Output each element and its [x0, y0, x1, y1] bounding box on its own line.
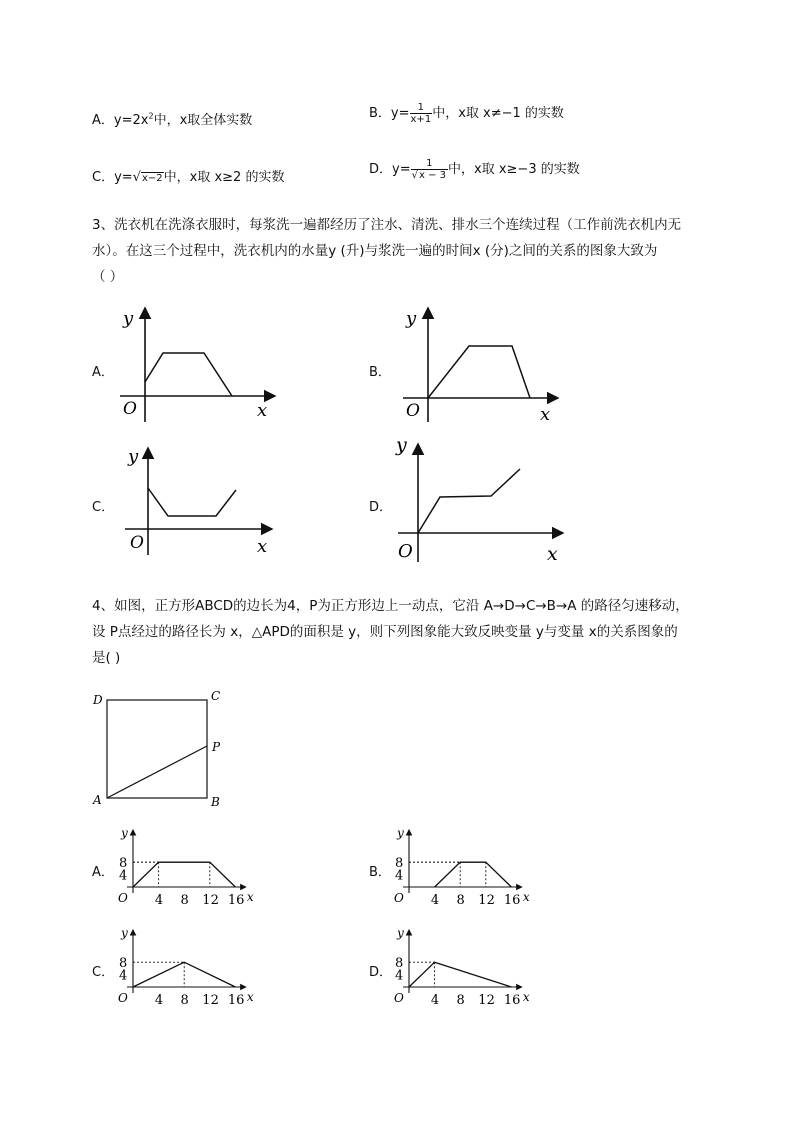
origin-label: O [394, 891, 404, 905]
q4-option-a-label: A． [92, 865, 114, 880]
x-label: x [257, 536, 268, 557]
segment-ap [107, 746, 207, 798]
x-label: x [522, 890, 530, 904]
q4-square-figure [90, 688, 230, 810]
x-tick-label: 12 [478, 993, 495, 1007]
origin-label: O [118, 991, 128, 1005]
y-label: y [123, 308, 134, 329]
x-tick-label: 4 [154, 993, 164, 1007]
q3-graph-b [398, 300, 568, 425]
q2-option-d-numerator: 1 [411, 158, 448, 170]
q2-option-d-fraction [411, 158, 448, 181]
x-label: x [246, 890, 254, 904]
x-label: x [540, 404, 551, 425]
q4-question [92, 593, 732, 671]
q2-option-b [369, 102, 564, 125]
origin-label: O [394, 991, 404, 1005]
area-curve [435, 862, 512, 887]
x-tick-label: 16 [503, 893, 521, 907]
x-tick-label: 16 [227, 993, 245, 1007]
y-tick-label: 4 [395, 968, 404, 984]
y-tick-label: 4 [119, 868, 128, 884]
q3-graph-a [115, 300, 285, 425]
q3-graph-c [120, 440, 285, 560]
q4-graph-c [110, 927, 270, 1007]
q3-option-d-label: D． [369, 500, 393, 515]
vertex-c-label: C [211, 689, 221, 703]
q4-graph-b [386, 827, 546, 907]
q2-option-b-lhs: y= [390, 106, 410, 121]
q4-line-2: 设 P点经过的路径长为 x，△APD的面积是 y，则下列图象能大致反映变量 y与变量 x的关系图象的 [92, 624, 678, 640]
q3-line-3: （ ） [92, 269, 124, 285]
q2-option-c-rest: 中，x取 x≥2 的实数 [163, 170, 285, 185]
q2-option-c-label: C． [92, 170, 115, 185]
q3-line-2: 水）。在这三个过程中，洗衣机内的水量y (升)与浆洗一遍的时间x (分)之间的关系的图象大致为 [92, 243, 658, 259]
origin-label: O [406, 401, 420, 421]
y-tick-label: 8 [395, 956, 404, 972]
q4-option-b-label: B． [369, 865, 391, 880]
q2-option-c-lhs: y= [114, 170, 133, 185]
square-abcd [107, 700, 207, 798]
x-tick-label: 4 [430, 993, 440, 1007]
q2-option-a-rest: 中，x取全体实数 [153, 113, 253, 128]
q2-option-b-denominator: x+1 [410, 114, 432, 125]
q2-option-d-denominator: √x − 3 [411, 170, 447, 181]
q2-option-a [92, 109, 252, 128]
y-tick-label: 8 [119, 956, 128, 972]
q2-option-c: C．y=√x−2中，x取 x≥2 的实数 [92, 170, 285, 185]
x-label: x [547, 543, 558, 565]
x-tick-label: 4 [154, 893, 164, 907]
area-curve [409, 962, 511, 987]
y-label: y [396, 434, 407, 456]
q2-option-b-rest: 中，x取 x≠−1 的实数 [432, 106, 564, 121]
x-tick-label: 8 [456, 993, 465, 1007]
q2-option-a-exponent: 2 [148, 111, 154, 121]
water-curve [145, 353, 232, 396]
y-label: y [121, 927, 128, 940]
q2-option-b-fraction [410, 102, 433, 125]
vertex-a-label: A [93, 793, 102, 807]
vertex-b-label: B [211, 795, 220, 809]
origin-label: O [123, 399, 137, 419]
area-curve [133, 862, 235, 887]
q4-option-c-label: C． [92, 965, 115, 980]
q3-option-b-label: B． [369, 365, 391, 380]
y-tick-label: 4 [395, 868, 404, 884]
x-label: x [246, 990, 254, 1004]
q4-line-3: 是( ) [92, 650, 121, 666]
x-label: x [522, 990, 530, 1004]
y-tick-label: 8 [395, 856, 404, 872]
y-label: y [128, 446, 139, 467]
q3-question [92, 212, 732, 290]
water-curve [418, 469, 520, 533]
q2-option-d-rest: 中，x取 x≥−3 的实数 [448, 162, 580, 177]
q3-graph-d [393, 432, 568, 567]
y-tick-label: 8 [119, 856, 128, 872]
q2-option-a-label: A． [92, 113, 114, 128]
y-label: y [406, 308, 417, 329]
water-curve [428, 346, 530, 398]
q3-line-1: 3、洗衣机在洗涤衣服时，每浆洗一遍都经历了注水、清洗、排水三个连续过程（工作前洗衣机内无 [92, 217, 682, 233]
x-label: x [257, 400, 268, 421]
q4-line-1: 4、如图，正方形ABCD的边长为4，P为正方形边上一动点，它沿 A→D→C→B→A 的路径匀速移动， [92, 598, 689, 614]
point-p-label: P [212, 740, 221, 754]
x-tick-label: 4 [430, 893, 440, 907]
q4-graph-a [110, 827, 270, 907]
y-label: y [397, 927, 404, 940]
y-tick-label: 4 [119, 968, 128, 984]
x-tick-label: 8 [180, 893, 189, 907]
y-label: y [397, 827, 404, 840]
x-tick-label: 16 [227, 893, 245, 907]
x-tick-label: 8 [180, 993, 189, 1007]
q2-option-b-label: B． [369, 106, 391, 121]
q2-option-d-label: D． [369, 162, 393, 177]
q2-option-c-radicand: x−2 [141, 173, 163, 184]
x-tick-label: 8 [456, 893, 465, 907]
q2-option-d-lhs: y= [392, 162, 411, 177]
x-tick-label: 12 [202, 893, 219, 907]
q3-option-a-label: A． [92, 365, 114, 380]
q2-option-b-numerator: 1 [410, 102, 433, 114]
y-label: y [121, 827, 128, 840]
origin-label: O [398, 541, 413, 562]
q3-option-c-label: C． [92, 500, 115, 515]
x-tick-label: 12 [202, 993, 219, 1007]
q2-option-a-lhs: y=2x [113, 113, 149, 128]
q2-option-d-radicand: x − 3 [418, 170, 447, 181]
origin-label: O [118, 891, 128, 905]
q2-option-d [369, 158, 580, 181]
water-curve [148, 488, 236, 516]
q4-graph-d [386, 927, 546, 1007]
vertex-d-label: D [93, 693, 103, 707]
x-tick-label: 12 [478, 893, 495, 907]
origin-label: O [130, 533, 144, 553]
q4-option-d-label: D． [369, 965, 393, 980]
x-tick-label: 16 [503, 993, 521, 1007]
